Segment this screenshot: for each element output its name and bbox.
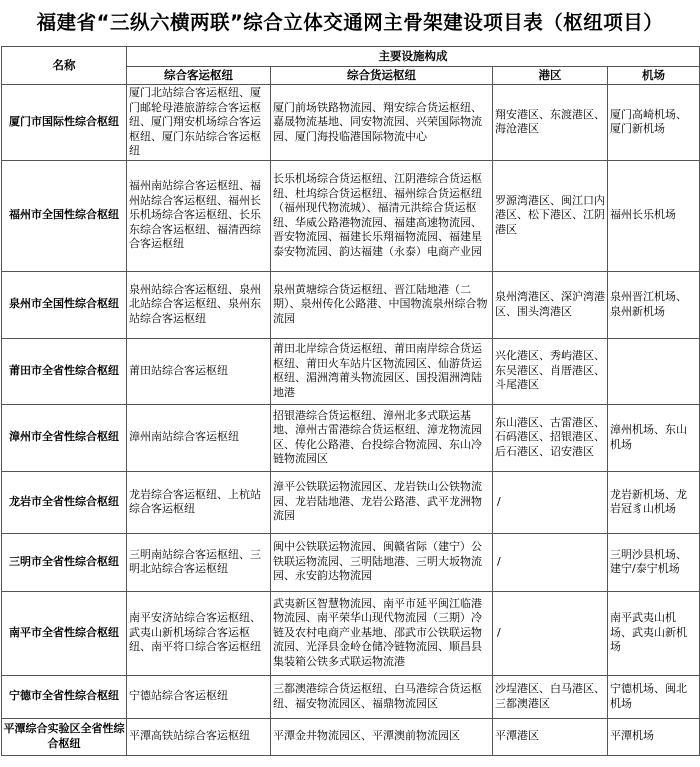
airport-cell: 三明沙县机场、建宁/泰宁机场 (608, 533, 700, 591)
table-row (2, 591, 700, 675)
passenger-cell: 厦门北站综合客运枢纽、厦门邮轮母港旅游综合客运枢纽、厦门翔安机场综合客运枢纽、厦门东站综合客运枢纽 (127, 85, 271, 161)
airport-cell: 南平武夷山机场、武夷山新机场 (608, 591, 700, 675)
table-row (2, 160, 700, 271)
port-cell: 罗源湾港区、闽江口内港区、松下港区、江阴港区 (493, 160, 608, 271)
passenger-cell: 三明南站综合客运枢纽、三明北站综合客运枢纽 (127, 533, 271, 591)
port-cell: / (493, 533, 608, 591)
port-cell: / (493, 471, 608, 533)
airport-cell: 厦门高崎机场、厦门新机场 (608, 85, 700, 161)
port-cell: 沙埕港区、白马港区、三都澳港区 (493, 675, 608, 718)
hub-name: 莆田市全省性综合枢纽 (2, 338, 127, 404)
hub-project-table (1, 46, 700, 756)
freight-cell: 平潭金井物流园区、平潭澳前物流园区 (271, 718, 493, 755)
airport-cell: 泉州晋江机场、泉州新机场 (608, 271, 700, 338)
hub-name: 平潭综合实验区全省性综合枢纽 (2, 718, 127, 755)
airport-cell: 宁德机场、闽北机场 (608, 675, 700, 718)
passenger-cell: 莆田站综合客运枢纽 (127, 338, 271, 404)
passenger-cell: 泉州站综合客运枢纽、泉州北站综合客运枢纽、泉州东站综合客运枢纽 (127, 271, 271, 338)
passenger-cell: 南平安济站综合客运枢纽、武夷山新机场综合客运枢纽、南平将口综合客运枢纽 (127, 591, 271, 675)
port-cell: 兴化港区、秀屿港区、东吴港区、肖厝港区、斗尾港区 (493, 338, 608, 404)
hub-name: 龙岩市全省性综合枢纽 (2, 471, 127, 533)
hub-name: 福州市全国性综合枢纽 (2, 160, 127, 271)
freight-cell: 厦门前场铁路物流园、翔安综合货运枢纽、嘉晟物流基地、同安物流园、兴荣国际物流园、厦门海投临港国际物流中心 (271, 85, 493, 161)
freight-cell: 闽中公铁联运物流园、闽赣省际（建宁）公铁联运物流园、三明陆地港、三明大坂物流园、永安韵达物流园 (271, 533, 493, 591)
hub-name: 泉州市全国性综合枢纽 (2, 271, 127, 338)
table-row (2, 404, 700, 471)
freight-cell: 武夷新区智慧物流园、南平市延平闽江临港物流园、南平荣华山现代物流园（三期）冷链及农村电商产业基地、邵武市公铁联运物流园、光泽县金岭仓储冷链物流园、顺昌县集装箱公铁多式联运物流港 (271, 591, 493, 675)
freight-cell: 漳平公铁联运物流园区、龙岩铁山公铁物流园、龙岩陆地港、龙岩公路港、武平龙洲物流园 (271, 471, 493, 533)
freight-cell: 长乐机场综合货运枢纽、江阴港综合货运枢纽、杜坞综合货运枢纽、福州综合货运枢纽（福州现代物流城）、福清元洪综合货运枢纽、华威公路港物流园、福建高速物流园、晋安物流园、福建长乐翔福物流园、福建星泰安物流园、韵达福建（永泰）电商产业园 (271, 160, 493, 271)
hub-name: 厦门市国际性综合枢纽 (2, 85, 127, 161)
freight-cell: 三都澳港综合货运枢纽、白马港综合货运枢纽、福安物流园区、福鼎物流园区 (271, 675, 493, 718)
table-row (2, 718, 700, 755)
freight-cell: 招银港综合货运枢纽、漳州北多式联运基地、漳州古雷港综合货运枢纽、漳龙物流园区、传化公路港、台投综合物流园、东山冷链物流园区 (271, 404, 493, 471)
hub-name: 漳州市全省性综合枢纽 (2, 404, 127, 471)
table-row (2, 675, 700, 718)
header-main-facilities: 主要设施构成 (127, 47, 700, 67)
table-title: 福建省“三纵六横两联”综合立体交通网主骨架建设项目表（枢纽项目） (36, 11, 664, 34)
header-port-area: 港区 (493, 67, 608, 85)
passenger-cell: 平潭高铁站综合客运枢纽 (127, 718, 271, 755)
passenger-cell: 龙岩综合客运枢纽、上杭站综合客运枢纽 (127, 471, 271, 533)
table-row (2, 85, 700, 161)
passenger-cell: 福州南站综合客运枢纽、福州站综合客运枢纽、福州长乐机场综合客运枢纽、长乐东综合客运枢纽、福清西综合客运枢纽 (127, 160, 271, 271)
header-freight-hub: 综合货运枢纽 (271, 67, 493, 85)
port-cell: 东山港区、古雷港区、石码港区、招银港区、后石港区、诏安港区 (493, 404, 608, 471)
hub-name: 宁德市全省性综合枢纽 (2, 675, 127, 718)
hub-name: 南平市全省性综合枢纽 (2, 591, 127, 675)
airport-cell: 平潭机场 (608, 718, 700, 755)
port-cell: 泉州湾港区、深沪湾港区、围头湾港区 (493, 271, 608, 338)
passenger-cell: 漳州南站综合客运枢纽 (127, 404, 271, 471)
freight-cell: 莆田北岸综合货运枢纽、莆田南岸综合货运枢纽、莆田火车站片区物流园区、仙游货运枢纽、湄洲湾莆头物流园区、国投湄洲湾陆地港 (271, 338, 493, 404)
header-passenger-hub: 综合客运枢纽 (127, 67, 271, 85)
port-cell: 翔安港区、东渡港区、海沧港区 (493, 85, 608, 161)
table-row (2, 533, 700, 591)
port-cell: / (493, 591, 608, 675)
airport-cell: 龙岩新机场、龙岩冠豸山机场 (608, 471, 700, 533)
airport-cell: 漳州机场、东山机场 (608, 404, 700, 471)
table-row (2, 271, 700, 338)
passenger-cell: 宁德站综合客运枢纽 (127, 675, 271, 718)
airport-cell: 福州长乐机场 (608, 160, 700, 271)
table-row (2, 338, 700, 404)
header-airport: 机场 (608, 67, 700, 85)
airport-cell (608, 338, 700, 404)
table-row (2, 471, 700, 533)
header-name: 名称 (2, 47, 127, 85)
port-cell: 平潭港区 (493, 718, 608, 755)
freight-cell: 泉州黄塘综合货运枢纽、晋江陆地港（二期）、泉州传化公路港、中国物流泉州综合物流园 (271, 271, 493, 338)
hub-name: 三明市全省性综合枢纽 (2, 533, 127, 591)
